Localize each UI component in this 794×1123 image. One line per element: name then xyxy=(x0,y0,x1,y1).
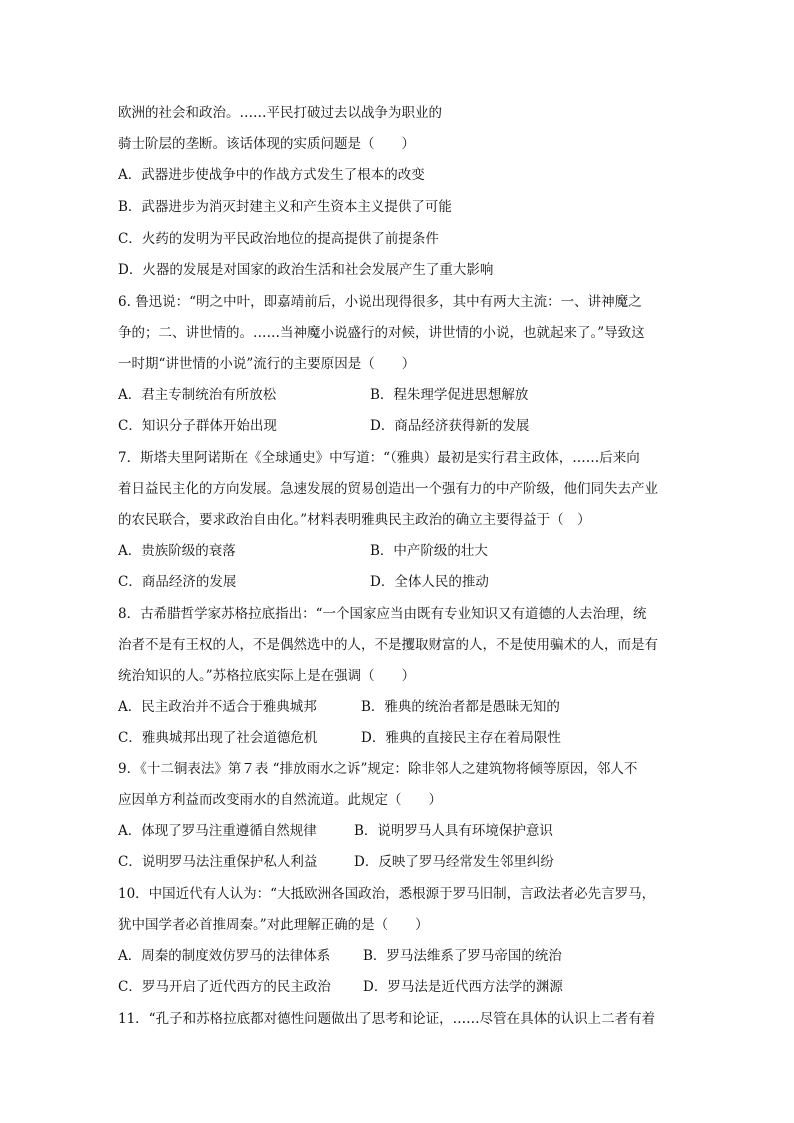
option-d: D．雅典的直接民主存在着局限性 xyxy=(361,730,561,746)
option-row xyxy=(118,822,678,840)
option-row xyxy=(118,978,678,996)
option-row xyxy=(118,417,678,435)
option-a: A．体现了罗马注重遵循自然规律 xyxy=(118,823,317,839)
option-b: B．程朱理学促进思想解放 xyxy=(370,387,529,403)
text-line: 应因单方利益而改变雨水的自然流道。此规定（ ） xyxy=(118,792,442,808)
option-a: A．君主专制统治有所放松 xyxy=(118,387,277,403)
option-d: D．商品经济获得新的发展 xyxy=(370,418,530,434)
text-line: 欧洲的社会和政治。……平民打破过去以战争为职业的 xyxy=(118,105,442,121)
option-row xyxy=(118,386,678,404)
option-c: C．罗马开启了近代西方的民主政治 xyxy=(118,979,331,995)
question-10: 10．中国近代有人认为：“大抵欧洲各国政治，悉根源于罗马旧制，言政法者必先言罗马， xyxy=(118,886,656,902)
option-row xyxy=(118,698,678,716)
option-d: D．罗马法是近代西方法学的渊源 xyxy=(363,979,563,995)
option-b: B．中产阶级的壮大 xyxy=(370,543,488,559)
option-b: B．说明罗马人具有环境保护意识 xyxy=(354,823,553,839)
option-b: B．武器进步为消灭封建主义和产生资本主义提供了可能 xyxy=(118,199,452,215)
option-c: C．火药的发明为平民政治地位的提高提供了前提条件 xyxy=(118,231,439,247)
question-7: 7．斯塔夫里阿诺斯在《全球通史》中写道：“（雅典）最初是实行君主政体，……后来向 xyxy=(118,450,640,466)
option-d: D．火器的发展是对国家的政治生活和社会发展产生了重大影响 xyxy=(118,262,494,278)
text-line: 一时期“讲世情的小说”流行的主要原因是（ ） xyxy=(118,356,416,372)
option-a: A．贵族阶级的衰落 xyxy=(118,543,236,559)
option-d: D．反映了罗马经常发生邻里纠纷 xyxy=(354,854,554,870)
text-line: 争的；二、讲世情的。……当神魔小说盛行的对候，讲世情的小说，也就起来了。”导致这 xyxy=(118,325,645,341)
option-a: A．民主政治并不适合于雅典城邦 xyxy=(118,699,317,715)
text-line: 着日益民主化的方向发展。急速发展的贸易创造出一个强有力的中产阶级，他们同失去产业 xyxy=(118,481,658,497)
option-row xyxy=(118,947,678,965)
option-c: C．商品经济的发展 xyxy=(118,574,237,590)
question-9: 9．《十二铜表法》第７表 “排放雨水之诉”规定：除非邻人之建筑物将倾等原因，邻人不 xyxy=(118,761,638,777)
option-c: C．雅典城邦出现了社会道德危机 xyxy=(118,730,318,746)
option-d: D．全体人民的推动 xyxy=(370,574,489,590)
option-a: A．周秦的制度效仿罗马的法律体系 xyxy=(118,948,331,964)
text-line: 的农民联合，要求政治自由化。”材料表明雅典民主政治的确立主要得益于（ ） xyxy=(118,512,591,528)
option-row xyxy=(118,542,678,560)
question-8: 8．古希腊哲学家苏格拉底指出：“一个国家应当由既有专业知识又有道德的人去治理，统 xyxy=(118,606,647,622)
option-b: B．罗马法维系了罗马帝国的统治 xyxy=(363,948,562,964)
option-b: B．雅典的统治者都是愚昧无知的 xyxy=(361,699,560,715)
text-line: 治者不是有王权的人，不是偶然选中的人，不是攫取财富的人，不是使用骗术的人，而是有 xyxy=(118,637,658,653)
option-row xyxy=(118,853,678,871)
option-c: C．说明罗马法注重保护私人利益 xyxy=(118,854,318,870)
question-stem: 骑士阶层的垄断。该话体现的实质问题是（ ） xyxy=(118,136,415,152)
option-c: C．知识分子群体开始出现 xyxy=(118,418,277,434)
option-a: A．武器进步使战争中的作战方式发生了根本的改变 xyxy=(118,167,425,183)
question-11: 11．“孔子和苏格拉底都对德性问题做出了思考和论证，……尽管在具体的认识上二者有着 xyxy=(118,1011,656,1027)
option-row xyxy=(118,729,678,747)
option-row xyxy=(118,573,678,591)
question-6: 6. 鲁迅说：“明之中叶，即嘉靖前后，小说出现得很多，其中有两大主流：一、讲神魔之 xyxy=(118,294,642,310)
text-line: 犹中国学者必首推周秦。”对此理解正确的是（ ） xyxy=(118,917,429,933)
text-line: 统治知识的人。”苏格拉底实际上是在强调（ ） xyxy=(118,668,416,684)
